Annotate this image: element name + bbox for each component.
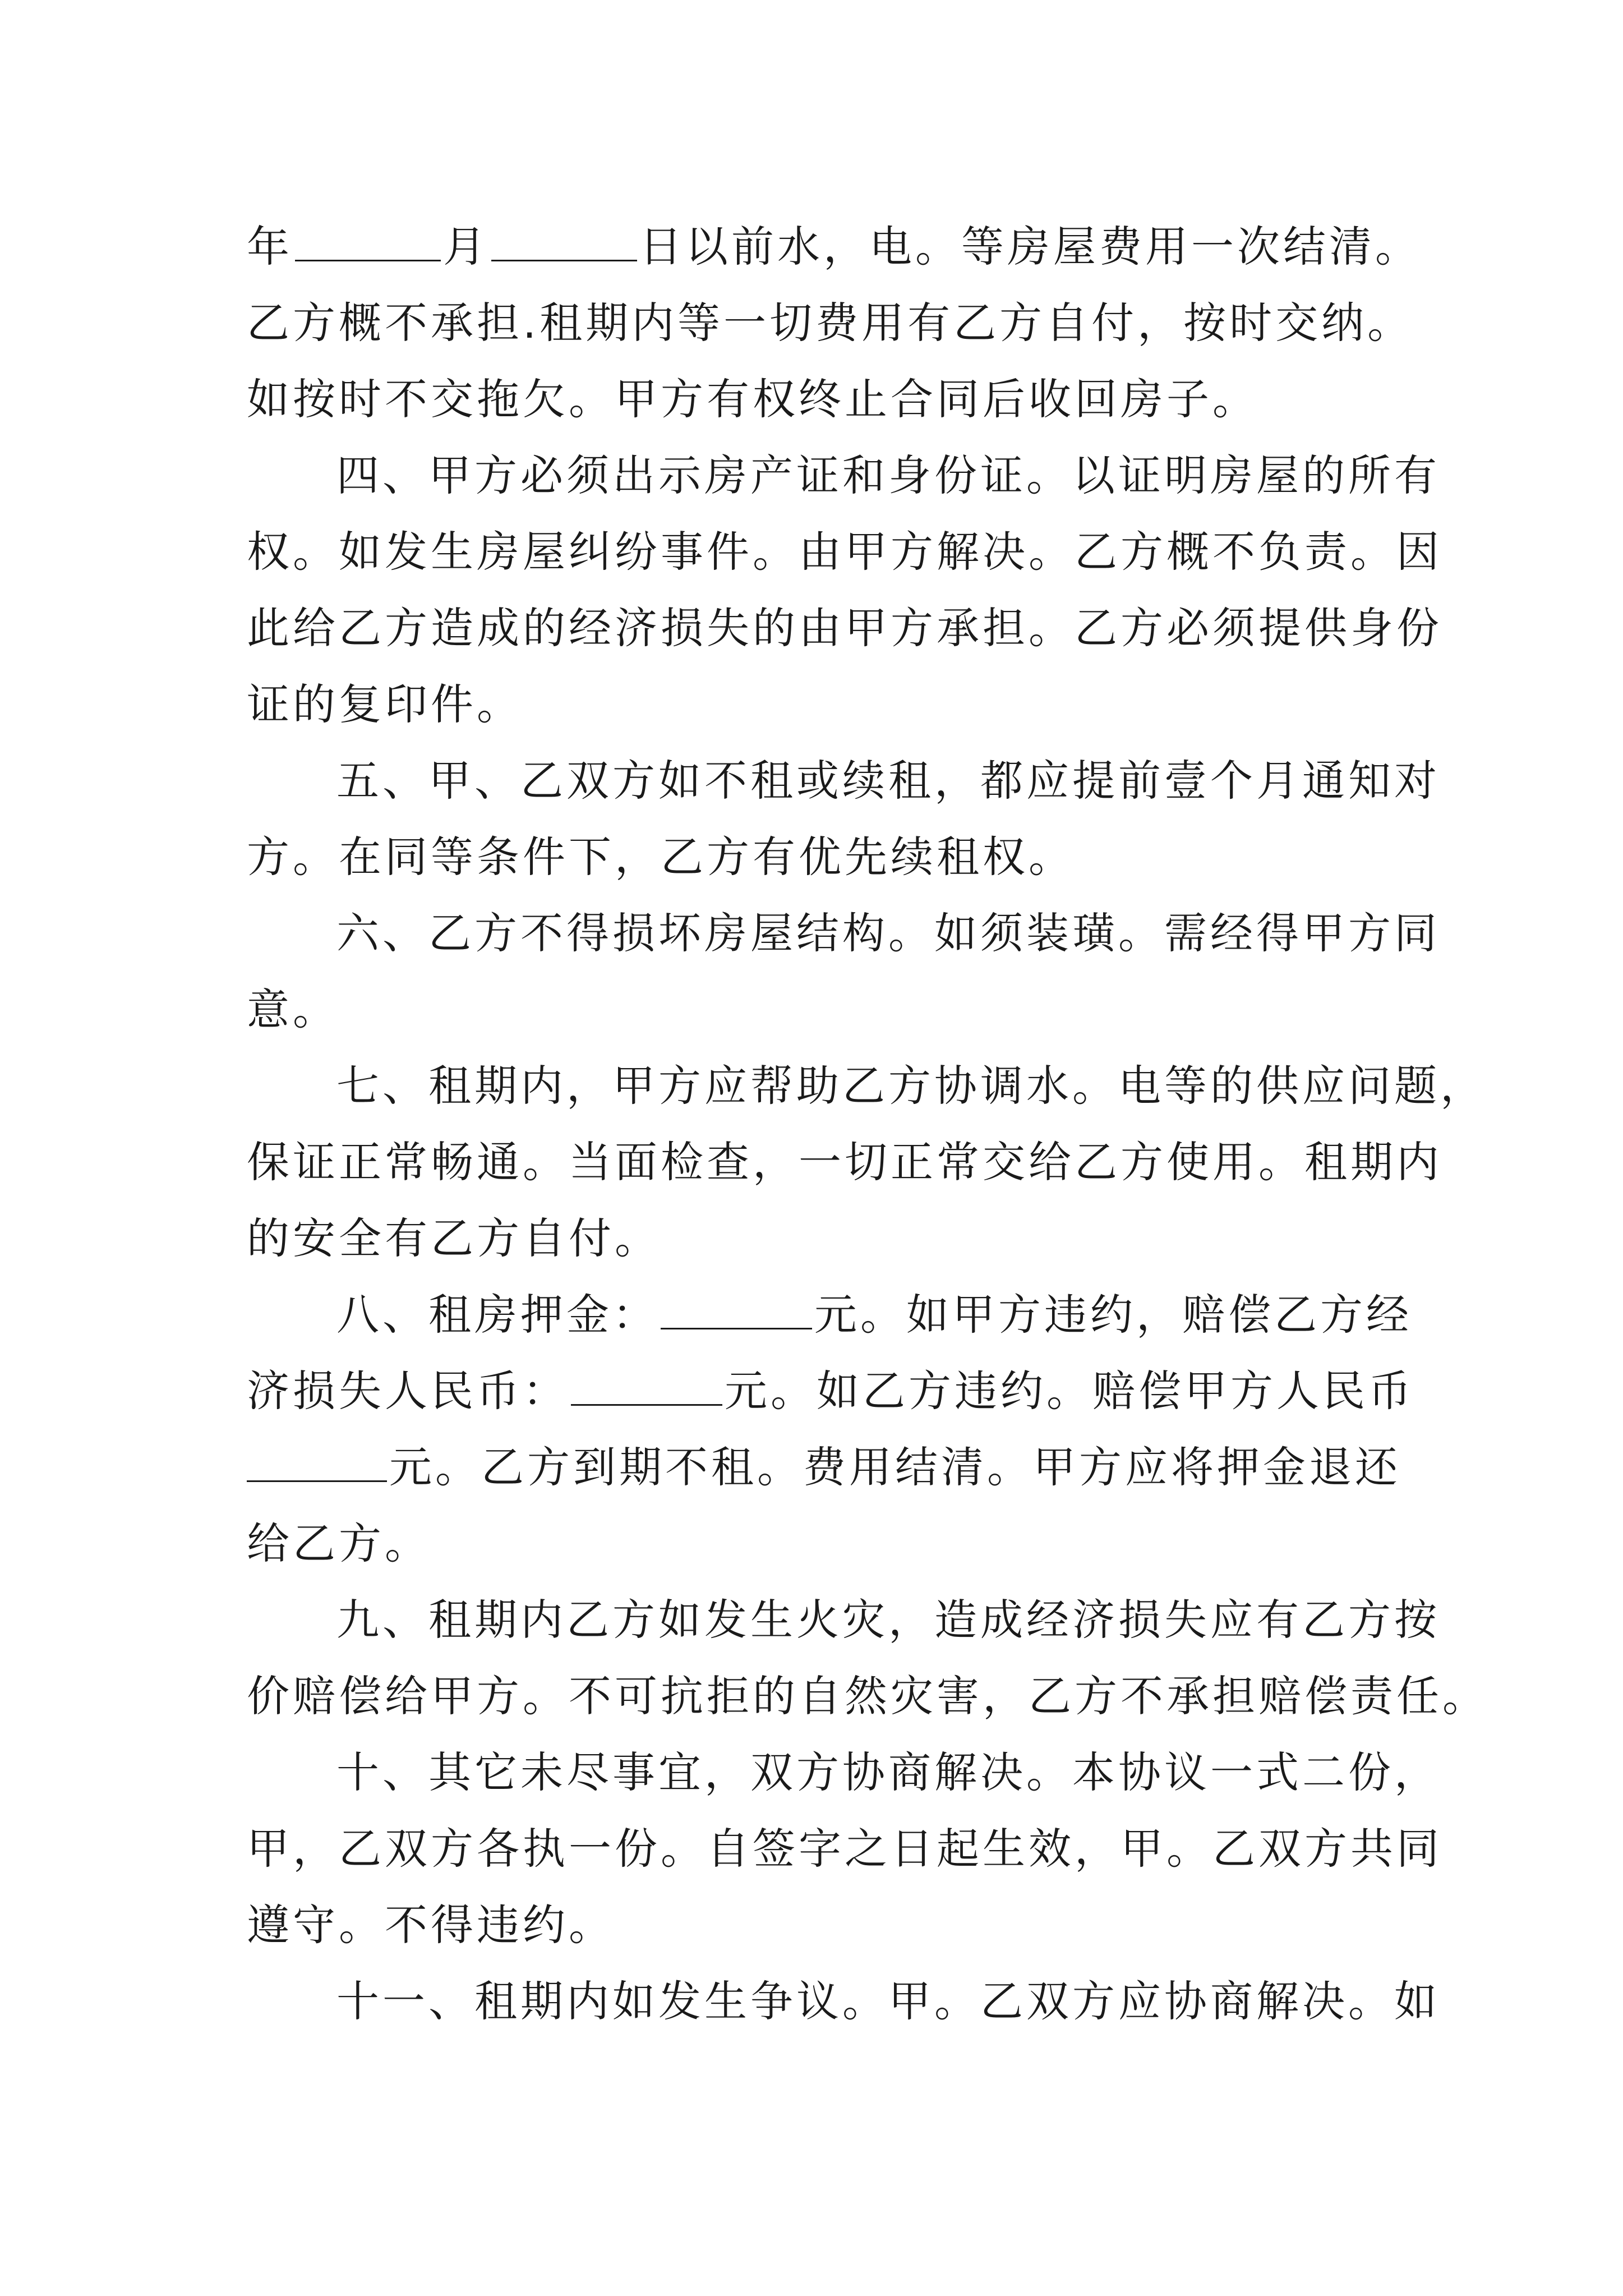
text-line: 方。在同等条件下，乙方有优先续租权。 (247, 832, 1075, 882)
text-segment: 日以前水，电。等房屋费用一次结清。 (639, 222, 1421, 272)
clause-5-line: 五、甲、乙双方如不租或续租，都应提前壹个月通知对 (336, 756, 1440, 806)
text-line: 此给乙方造成的经济损失的由甲方承担。乙方必须提供身份 (247, 603, 1442, 653)
clause-8-line (336, 1281, 1412, 1349)
clause-11-line: 十一、租期内如发生争议。甲。乙双方应协商解决。如 (336, 1976, 1440, 2026)
text-line: 权。如发生房屋纠纷事件。由甲方解决。乙方概不负责。因 (247, 527, 1442, 577)
text-line: 乙方概不承担.租期内等一切费用有乙方自付，按时交纳。 (247, 298, 1414, 348)
text-segment: 元。乙方到期不租。费用结清。甲方应将押金退还 (389, 1442, 1401, 1492)
text-segment: 年 (247, 222, 293, 272)
fill-in-blank (571, 1370, 722, 1406)
text-line: 甲，乙双方各执一份。自签字之日起生效，甲。乙双方共同 (247, 1824, 1442, 1874)
fill-in-blank (295, 226, 441, 261)
clause-7-line: 七、租期内，甲方应帮助乙方协调水。电等的供应问题， (336, 1061, 1486, 1111)
text-line: 如按时不交拖欠。甲方有权终止合同后收回房子。 (247, 374, 1258, 424)
text-line: 给乙方。 (247, 1519, 431, 1568)
text-line: 证的复印件。 (247, 679, 523, 729)
text-line (247, 1358, 1414, 1425)
fill-in-blank (661, 1294, 812, 1329)
text-line: 价赔偿给甲方。不可抗拒的自然灾害，乙方不承担赔偿责任。 (247, 1671, 1488, 1721)
text-line (247, 213, 1421, 280)
text-line: 的安全有乙方自付。 (247, 1213, 661, 1263)
text-segment: 元。如乙方违约。赔偿甲方人民币 (725, 1366, 1414, 1416)
clause-9-line: 九、租期内乙方如发生火灾，造成经济损失应有乙方按 (336, 1595, 1440, 1645)
fill-in-blank (491, 226, 637, 261)
text-segment: 元。如甲方违约，赔偿乙方经 (814, 1290, 1412, 1340)
text-segment: 月 (443, 222, 489, 272)
fill-in-blank (247, 1447, 387, 1482)
text-line (247, 1434, 1401, 1501)
text-line: 保证正常畅通。当面检查，一切正常交给乙方使用。租期内 (247, 1137, 1442, 1187)
text-segment: 济损失人民币： (247, 1366, 569, 1416)
clause-6-line: 六、乙方不得损坏房屋结构。如须装璜。需经得甲方同 (336, 908, 1440, 958)
text-segment: 八、租房押金： (336, 1290, 658, 1340)
text-line: 遵守。不得违约。 (247, 1900, 615, 1950)
clause-4-line: 四、甲方必须出示房产证和身份证。以证明房屋的所有 (336, 450, 1440, 500)
text-line: 意。 (247, 984, 339, 1034)
clause-10-line: 十、其它未尽事宜，双方协商解决。本协议一式二份， (336, 1747, 1440, 1797)
